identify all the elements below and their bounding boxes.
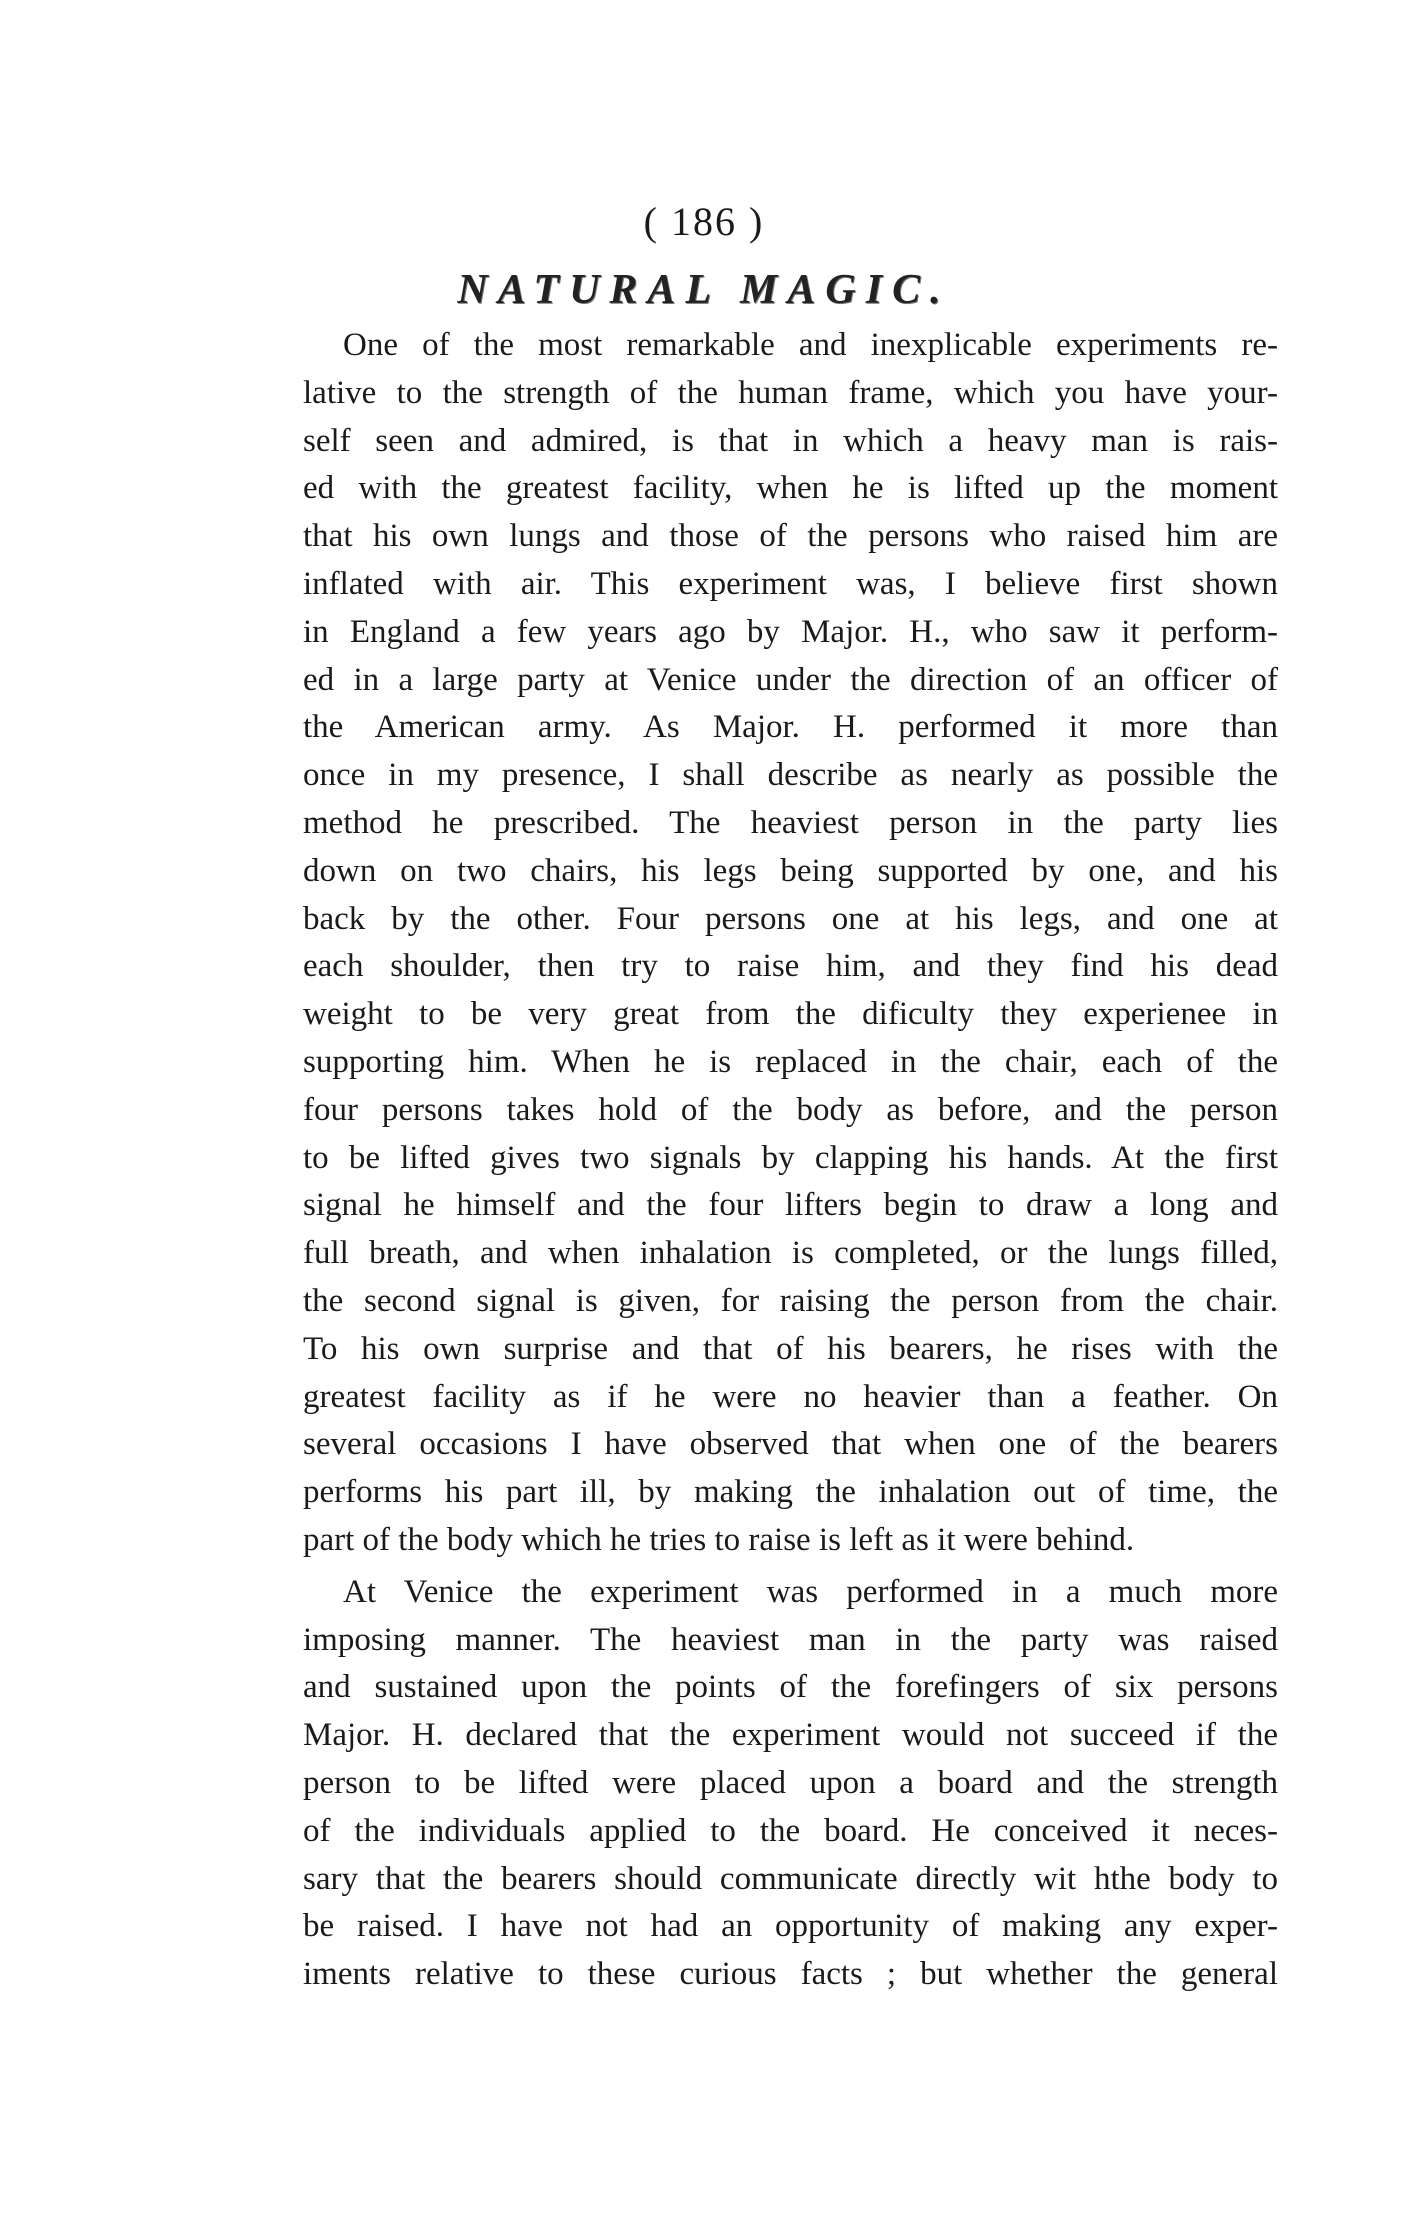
paragraph-2	[303, 1569, 1278, 1999]
text-line: inflated with air. This experiment was, I believe first shown	[303, 565, 1278, 602]
text-line: and sustained upon the points of the forefingers of six persons	[303, 1669, 1278, 1706]
text-line: part of the body which he tries to raise is left as it were behind.	[303, 1521, 1135, 1558]
text-line: ed with the greatest facility, when he is lifted up the moment	[303, 470, 1278, 507]
text-line: greatest facility as if he were no heavier than a feather. On	[303, 1378, 1278, 1415]
text-line: One of the most remarkable and inexplicable experiments re-	[343, 327, 1278, 363]
text-line: self seen and admired, is that in which a heavy man is rais-	[303, 422, 1278, 459]
text-line: of the individuals applied to the board. He conceived it neces-	[303, 1812, 1278, 1849]
text-line: method he prescribed. The heaviest person in the party lies	[303, 804, 1278, 841]
text-line: to be lifted gives two signals by clapping his hands. At the first	[303, 1139, 1278, 1176]
text-line: supporting him. When he is replaced in the chair, each of the	[303, 1043, 1278, 1080]
text-line: ed in a large party at Venice under the direction of an officer of	[303, 661, 1278, 698]
text-line: To his own surprise and that of his bearers, he rises with the	[303, 1330, 1278, 1367]
text-line: back by the other. Four persons one at his legs, and one at	[303, 900, 1278, 937]
text-line: each shoulder, then try to raise him, and they find his dead	[303, 948, 1278, 985]
text-line: lative to the strength of the human frame, which you have your-	[303, 374, 1278, 411]
page-number: ( 186 )	[643, 199, 765, 244]
text-line: that his own lungs and those of the persons who raised him are	[303, 518, 1278, 555]
text-line: the American army. As Major. H. performed it more than	[303, 709, 1278, 746]
text-line: At Venice the experiment was performed in a much more	[343, 1573, 1278, 1610]
text-line: performs his part ill, by making the inhalation out of time, the	[303, 1474, 1278, 1511]
text-line: in England a few years ago by Major. H., who saw it perform-	[303, 613, 1278, 650]
body-text	[303, 322, 1278, 1999]
text-line: weight to be very great from the dificulty they experienee in	[303, 996, 1278, 1033]
text-line: once in my presence, I shall describe as nearly as possible the	[303, 757, 1278, 794]
running-title: NATURAL MAGIC.	[457, 267, 951, 313]
text-line: full breath, and when inhalation is completed, or the lungs filled,	[303, 1235, 1278, 1272]
text-line: Major. H. declared that the experiment would not succeed if the	[303, 1717, 1278, 1754]
text-line: sary that the bearers should communicate directly wit hthe body to	[303, 1860, 1278, 1897]
text-line: several occasions I have observed that when one of the bearers	[303, 1426, 1278, 1463]
text-line: person to be lifted were placed upon a board and the strength	[303, 1764, 1278, 1801]
text-line: four persons takes hold of the body as before, and the person	[303, 1091, 1278, 1128]
text-line: the second signal is given, for raising the person from the chair.	[303, 1282, 1278, 1319]
text-line: signal he himself and the four lifters begin to draw a long and	[303, 1187, 1278, 1224]
text-line: be raised. I have not had an opportunity of making any exper-	[303, 1908, 1278, 1945]
text-line: imposing manner. The heaviest man in the party was raised	[303, 1621, 1278, 1658]
text-line: down on two chairs, his legs being supported by one, and his	[303, 852, 1278, 889]
paragraph-1	[303, 322, 1278, 1565]
text-line: iments relative to these curious facts ; but whether the general	[303, 1956, 1278, 1993]
